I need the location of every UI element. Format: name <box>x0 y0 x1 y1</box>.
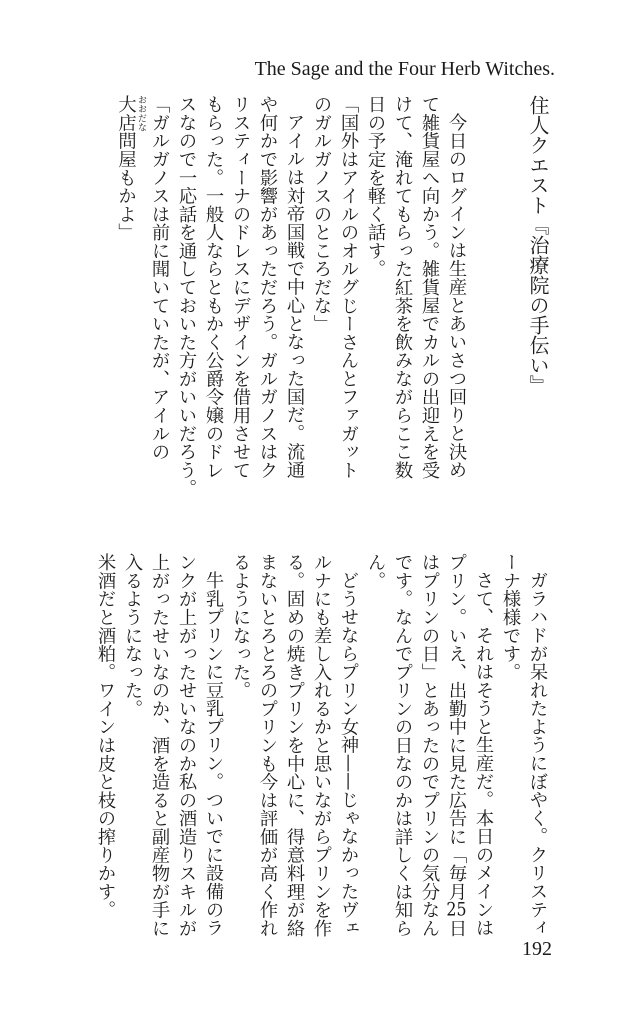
text-column: 「国外はアイルのオルグじーさんとファガット <box>338 95 359 480</box>
ruby-word <box>115 95 146 132</box>
text-column: のガルガノスのところだな」 <box>311 95 332 333</box>
text-column: 日の予定を軽く話す。 <box>365 95 386 278</box>
column-text: 問屋もかよ」 <box>115 131 137 242</box>
text-column: もらった。一般人ならともかく公爵令嬢のドレ <box>203 95 224 480</box>
text-column: 上がったせいなのか、酒を造ると副産物が手に <box>149 553 170 938</box>
ruby-reading: おおだな <box>136 95 146 132</box>
text-column: けて、淹れてもらった紅茶を飲みながらここ数 <box>392 95 413 480</box>
text-column: 入るようになった。 <box>122 553 143 718</box>
column-text: 日 <box>446 918 467 938</box>
ruby-base: 大店 <box>115 95 137 132</box>
text-column: る。固めの焼きプリンを中心に、得意料理が絡 <box>284 553 305 938</box>
text-column: 今日のログインは生産とあいさつ回りと決め <box>446 113 467 480</box>
text-column: ルナにも差し入れるかと思いながらプリンを作 <box>311 553 332 938</box>
text-column: 米酒だと酒粕。ワインは皮と枝の搾りかす。 <box>95 553 116 919</box>
text-column: ガラハドが呆れたようにぼやく。クリスティ <box>527 571 548 938</box>
page-number: 192 <box>522 938 552 960</box>
column-gap <box>470 95 524 480</box>
text-column: はプリンの日」とあったのでプリンの気分なん <box>419 553 440 938</box>
running-header: The Sage and the Four Herb Witches. <box>254 58 555 80</box>
text-column: どうせならプリン女神——じゃなかったヴェ <box>338 571 359 938</box>
text-column <box>443 553 470 938</box>
text-column: て雑貨屋へ向かう。雑貨屋でカルの出迎えを受 <box>419 95 440 480</box>
text-column: るようになった。 <box>230 553 251 700</box>
text-column: ーナ様様です。 <box>500 553 521 682</box>
text-column: や何かで影響があっただろう。ガルガノスはク <box>257 95 278 480</box>
column-text: プリン。いえ、出勤中に見た広告に「毎月 <box>446 553 467 901</box>
upper-text-tier <box>115 95 551 498</box>
text-column: さて、それはそうと生産だ。本日のメインは <box>473 571 494 938</box>
text-column: まないとろとろのプリンも今は評価が高く作れ <box>257 553 278 938</box>
tate-chu-yoko-number: 25 <box>446 900 467 919</box>
text-column: ん。 <box>365 553 386 590</box>
text-column: スなので一応話を通しておいた方がいいだろう。 <box>176 95 197 498</box>
text-column: 牛乳プリンに豆乳プリン。ついでに設備のラ <box>203 571 224 938</box>
text-column <box>115 95 146 480</box>
text-column: アイルは対帝国戦で中心となった国だ。流通 <box>284 113 305 480</box>
text-column: 「ガルガノスは前に聞いていたが、アイルの <box>149 95 170 461</box>
chapter-title: 住人クエスト『治療院の手伝い』 <box>526 95 550 395</box>
text-column: ンクが上がったせいなのか私の酒造りスキルが <box>176 553 197 938</box>
text-column: リスティーナのドレスにデザインを借用させて <box>230 95 251 480</box>
lower-text-tier <box>92 553 551 938</box>
text-column: です。なんでプリンの日なのかは詳しくは知ら <box>392 553 413 938</box>
